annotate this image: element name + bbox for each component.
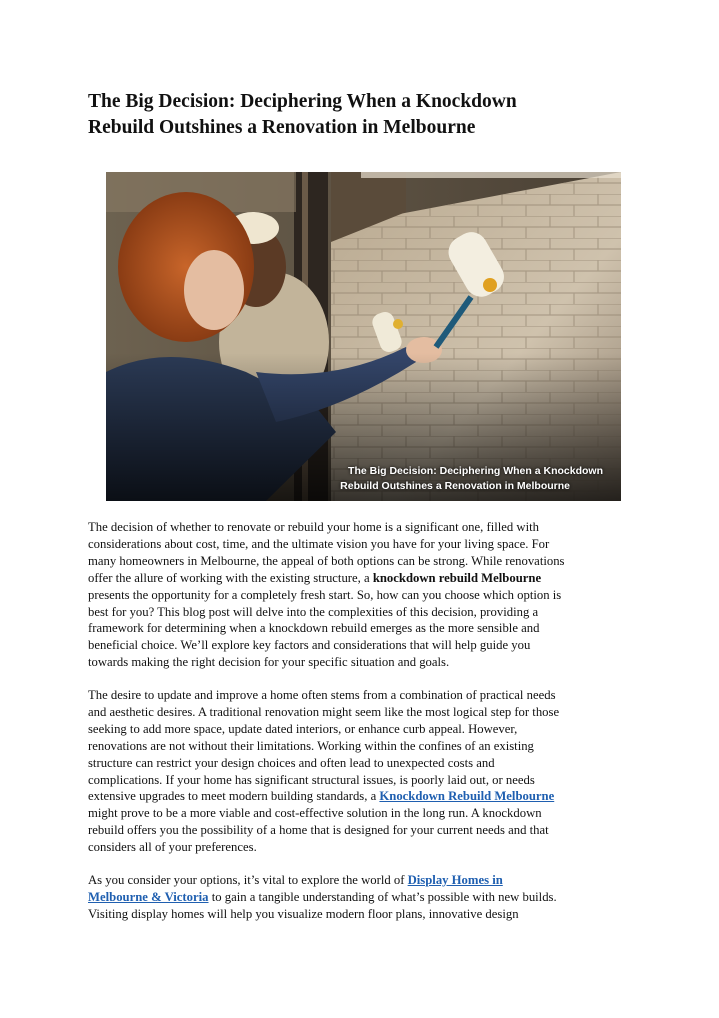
bold-keyword: knockdown rebuild Melbourne <box>372 570 542 585</box>
paragraph-renovation <box>88 687 648 856</box>
text-line: renovations are not without their limitations. Working within the confines of an existing <box>88 738 534 753</box>
text-line: The decision of whether to renovate or rebuild your home is a significant one, filled with <box>88 520 539 534</box>
text-segment: As you consider your options, it’s vital to explore the world of <box>88 873 408 887</box>
text-line: many homeowners in Melbourne, the appeal of both options can be strong. While renovations <box>88 553 565 568</box>
text-line: best for you? This blog post will delve into the complexities of this decision, providing a <box>88 604 539 619</box>
text-line: The desire to update and improve a home often stems from a combination of practical needs <box>88 688 556 702</box>
hero-caption <box>106 464 603 494</box>
caption-line-1: The Big Decision: Deciphering When a Knockdown <box>348 465 603 477</box>
title-line-1: The Big Decision: Deciphering When a Knockdown <box>88 91 517 112</box>
text-line: towards making the right decision for your specific situation and goals. <box>88 655 450 670</box>
paragraph-display-homes <box>88 872 648 923</box>
knockdown-rebuild-link[interactable]: Knockdown Rebuild Melbourne <box>379 789 555 804</box>
display-homes-link[interactable]: Display Homes in <box>407 873 503 887</box>
text-line: complications. If your home has significant structural issues, is poorly laid out, or needs <box>88 772 535 787</box>
text-segment: offer the allure of working with the existing structure, a <box>88 570 373 585</box>
text-line: considerations about cost, time, and the ultimate vision you have for your living space. For <box>88 536 550 551</box>
page-title <box>88 89 648 141</box>
display-homes-link-continued[interactable]: Melbourne & Victoria <box>88 889 209 904</box>
text-line <box>88 872 648 889</box>
text-line: structure can restrict your design choices and often lead to unexpected costs and <box>88 755 495 770</box>
text-line <box>88 570 648 587</box>
text-segment: extensive upgrades to meet modern building standards, a <box>88 789 380 804</box>
hero-illustration <box>106 172 621 501</box>
hero-image <box>106 172 621 501</box>
text-line: presents the opportunity for a completely fresh start. So, how can you choose which option is <box>88 587 562 602</box>
title-line-2: Rebuild Outshines a Renovation in Melbourne <box>88 117 476 138</box>
text-line: and aesthetic desires. A traditional renovation might seem like the most logical step for those <box>88 704 560 719</box>
text-line: Visiting display homes will help you visualize modern floor plans, innovative design <box>88 906 519 921</box>
text-line: might prove to be a more viable and cost-effective solution in the long run. A knockdown <box>88 806 542 821</box>
text-segment: to gain a tangible understanding of what’s possible with new builds. <box>208 889 557 904</box>
text-line: considers all of your preferences. <box>88 840 257 855</box>
text-line <box>88 889 648 906</box>
text-line <box>88 788 648 805</box>
caption-line-2: Rebuild Outshines a Renovation in Melbourne <box>340 480 570 492</box>
text-line: framework for determining when a knockdown rebuild emerges as the more sensible and <box>88 621 540 636</box>
text-line: beneficial choice. We’ll explore key factors and considerations that will help guide you <box>88 638 531 653</box>
text-line: seeking to add more space, update dated interiors, or enhance curb appeal. However, <box>88 721 518 736</box>
text-line: rebuild offers you the possibility of a home that is designed for your current needs and that <box>88 823 549 838</box>
paragraph-intro <box>88 519 648 671</box>
